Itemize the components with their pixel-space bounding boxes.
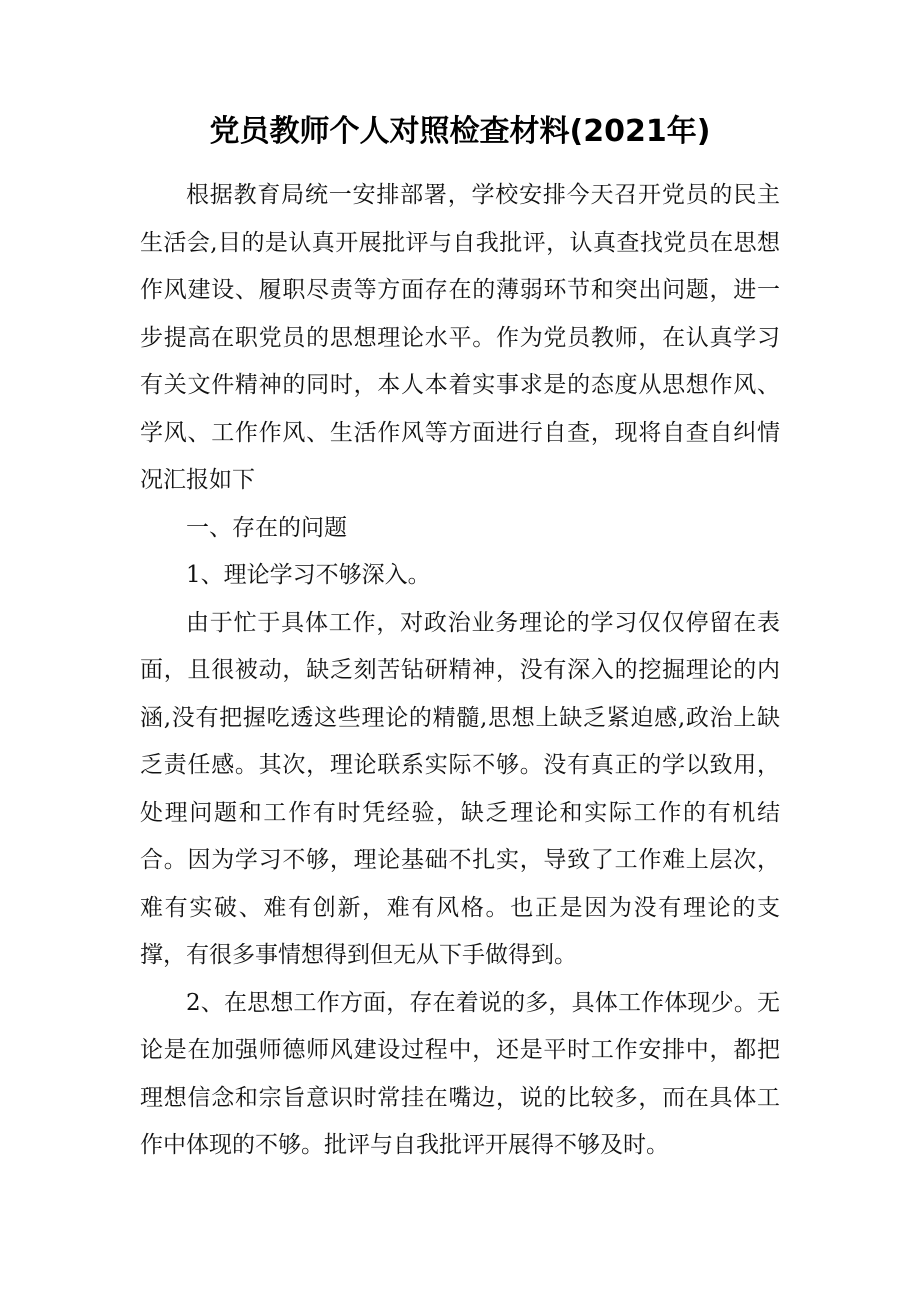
- subheading-theory-study: 1、理论学习不够深入。: [186, 562, 431, 588]
- document-title: 党员教师个人对照检查材料(2021年): [209, 114, 711, 149]
- document-body: [140, 172, 780, 1170]
- paragraph-intro: 根据教育局统一安排部署，学校安排今天召开党员的民主生活会,目的是认真开展批评与自我批评，认真查找党员在思想作风建设、履职尽责等方面存在的薄弱环节和突出问题，进一步提高在职党员的思想理论水平。作为党员教师，在认真学习有关文件精神的同时，本人本着实事求是的态度从思想作风、学风、工作作风、生活作风等方面进行自查，现将自查自纠情况汇报如下: [140, 182, 780, 493]
- section-heading-problems: 一、存在的问题: [186, 514, 347, 541]
- paragraph-theory-study: 由于忙于具体工作，对政治业务理论的学习仅仅停留在表面，且很被动，缺乏刻苦钻研精神，没有深入的挖掘理论的内涵,没有把握吃透这些理论的精髓,思想上缺乏紧迫感,政治上缺乏责任感。其次，理论联系实际不够。没有真正的学以致用，处理问题和工作有时凭经验，缺乏理论和实际工作的有机结合。因为学习不够，理论基础不扎实，导致了工作难上层次，难有实破、难有创新，难有风格。也正是因为没有理论的支撑，有很多事情想得到但无从下手做得到。: [140, 609, 780, 968]
- paragraph-ideological-work: 2、在思想工作方面，存在着说的多，具体工作体现少。无论是在加强师德师风建设过程中，还是平时工作安排中，都把理想信念和宗旨意识时常挂在嘴边，说的比较多，而在具体工作中体现的不够。批评与自我批评开展得不够及时。: [140, 989, 780, 1158]
